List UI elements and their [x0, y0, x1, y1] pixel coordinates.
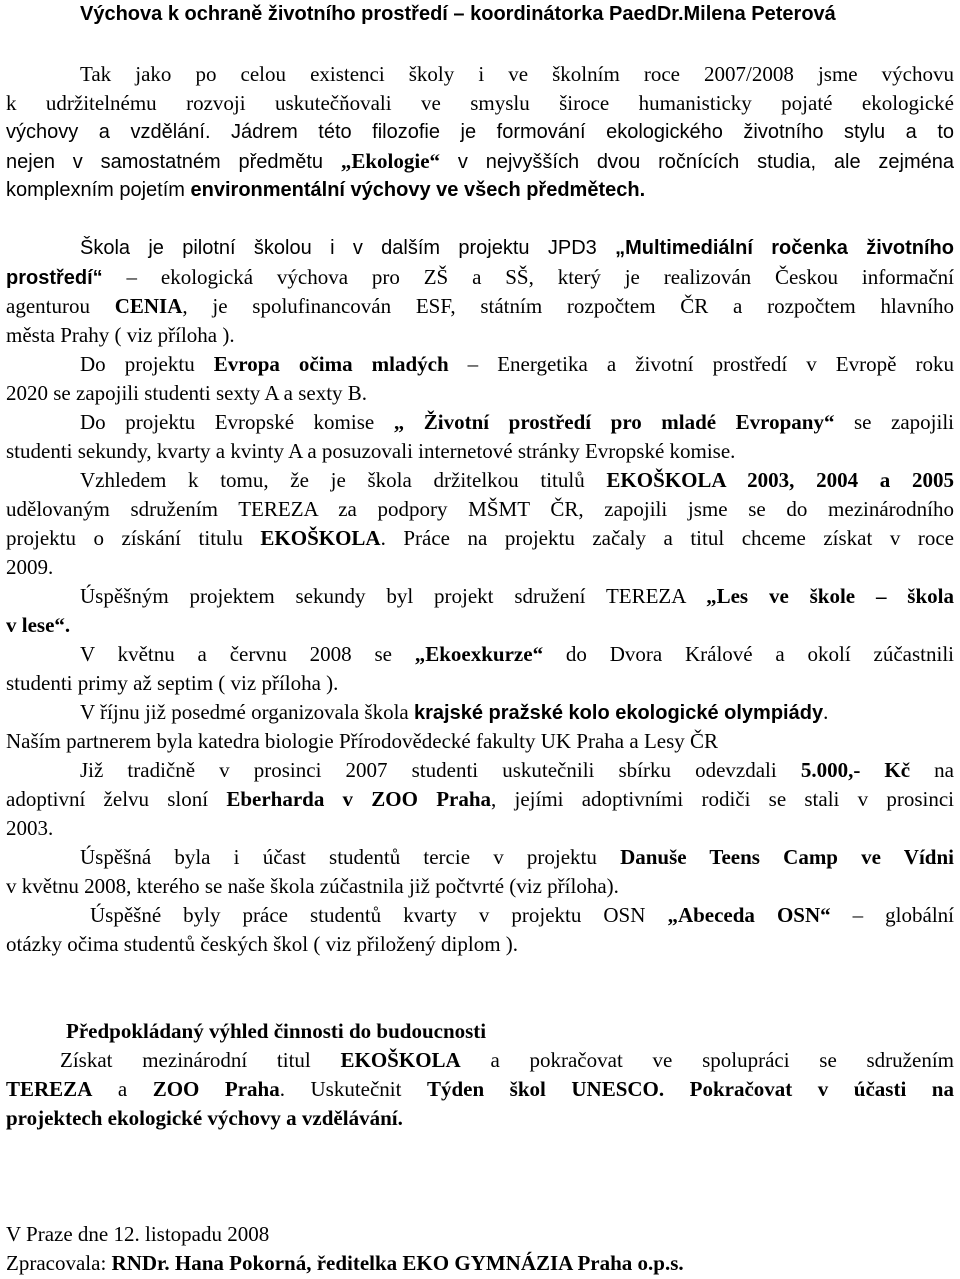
paragraph-1-line-5 [6, 176, 645, 205]
les-ve-skole-title-end: v lese“. [6, 613, 71, 637]
text-span: Jádrem této filozofie je formování ekologického životního stylu a to [231, 121, 954, 143]
text-span: . Uskutečnit [279, 1077, 427, 1101]
text-span: Do projektu [80, 352, 214, 376]
text-span: Vzhledem k tomu, že je škola držitelkou titulů [80, 468, 607, 492]
paragraph-3-line-1 [80, 350, 954, 379]
paragraph-5-line-4: 2009. [6, 555, 54, 579]
amount-emphasis: 5.000,- Kč [800, 758, 911, 782]
outlook-heading [66, 1017, 486, 1046]
paragraph-1-line-4 [6, 147, 954, 177]
paragraph-5-line-1 [80, 466, 954, 495]
text-span: V říjnu již posedmé organizovala škola [80, 700, 414, 724]
paragraph-9-line-2 [6, 785, 954, 814]
text-span: a pokračovat ve spolupráci se sdružením [460, 1048, 954, 1072]
paragraph-2-line-3 [6, 292, 954, 321]
commission-project-title: „ Životní prostředí pro mladé Evropany“ [393, 410, 835, 434]
text-span: – globální [830, 903, 955, 927]
paragraph-3-line-2: 2020 se zapojili studenti sexty A a sexty B. [6, 381, 368, 405]
text-span: Úspěšná byla i účast studentů tercie v projektu [80, 845, 621, 869]
paragraph-5-line-3 [6, 524, 954, 553]
text-span: V květnu a červnu 2008 se [80, 642, 415, 666]
text-span: Škola je pilotní školou i v dalším projektu JPD3 [80, 237, 616, 259]
paragraph-4-line-2: studenti sekundy, kvarty a kvinty A a posuzovali internetové stránky Evropské komise. [6, 439, 736, 463]
cenia-emphasis: CENIA [114, 294, 183, 318]
text-span: adoptivní želvu sloní [6, 787, 227, 811]
paragraph-2-line-2 [6, 263, 954, 293]
paragraph-8-line-2: Naším partnerem byla katedra biologie Přírodovědecké fakulty UK Praha a Lesy ČR [6, 729, 719, 753]
europe-project-title: Evropa očima mladých [213, 352, 449, 376]
text-span: – Energetika a životní prostředí v Evropě roku [448, 352, 954, 376]
text-span: projektu o získání titulu [6, 526, 261, 550]
ekoskola-outlook-emphasis: EKOŠKOLA [340, 1048, 461, 1072]
unesco-emphasis: Týden škol UNESCO. Pokračovat v účasti na [426, 1077, 954, 1101]
text-span: do Dvora Králové a okolí zúčastnili [543, 642, 955, 666]
text-span: v nejvyšších dvou ročnících studia, ale zejména [440, 151, 954, 173]
paragraph-1-line-3 [6, 118, 954, 147]
paragraph-4-line-1 [80, 408, 954, 437]
text-span: komplexním pojetím [6, 179, 191, 201]
paragraph-10-line-2: v květnu 2008, kterého se naše škola zúčastnila již počtvrté (viz příloha). [6, 874, 619, 898]
paragraph-7-line-2: studenti primy až septim ( viz příloha ). [6, 671, 339, 695]
outlook-line-3-text: projektech ekologické výchovy a vzdělávání. [6, 1106, 403, 1130]
text-span: , jejími adoptivními rodiči se stali v prosinci [491, 787, 954, 811]
text-span: Úspěšným projektem sekundy byl projekt sdružení TEREZA [80, 584, 707, 608]
outlook-line-1 [60, 1046, 954, 1075]
tereza-emphasis: TEREZA [6, 1077, 93, 1101]
ekoskola-years: EKOŠKOLA 2003, 2004 a 2005 [606, 468, 954, 492]
paragraph-9-line-3: 2003. [6, 816, 54, 840]
abeceda-emphasis: „Abeceda OSN“ [667, 903, 831, 927]
paragraph-1-line-2: k udržitelnému rozvoji uskutečňovali ve smyslu široce humanisticky pojaté ekologické [6, 91, 954, 115]
paragraph-6-line-2 [6, 611, 70, 640]
paragraph-11-line-1 [90, 901, 954, 930]
ekologie-emphasis: „Ekologie“ [340, 149, 441, 173]
text-span: se zapojili [834, 410, 954, 434]
environmental-emphasis: environmentální výchovy ve všech předmětech. [190, 179, 646, 201]
author-label: Zpracovala: [6, 1251, 112, 1275]
paragraph-9-line-1 [80, 756, 954, 785]
text-span: , je spolufinancován ESF, státním rozpočtem ČR a rozpočtem hlavního [182, 294, 954, 318]
paragraph-5-line-2: udělovaným sdružením TEREZA za podpory MŠMT ČR, zapojili jsme se do mezinárodního [6, 497, 954, 521]
text-span: . [823, 700, 829, 724]
outlook-heading-text: Předpokládaný výhled činnosti do budoucnosti [66, 1019, 487, 1043]
document-header: Výchova k ochraně životního prostředí – koordinátorka PaedDr.Milena Peterová [80, 3, 836, 25]
paragraph-8-line-1 [80, 698, 828, 728]
text-span: Úspěšné byly práce studentů kvarty v projektu OSN [90, 903, 668, 927]
project-title: „Multimediální ročenka životního [615, 237, 954, 259]
camp-emphasis: Danuše Teens Camp ve Vídni [620, 845, 954, 869]
text-span: agenturou [6, 294, 115, 318]
text-span: Do projektu Evropské komise [80, 410, 394, 434]
paragraph-7-line-1 [80, 640, 954, 669]
paragraph-2-line-1 [80, 234, 954, 263]
outlook-line-2 [6, 1075, 954, 1104]
project-title-end: prostředí“ [6, 267, 103, 289]
text-span: . Práce na projektu začaly a titul chceme získat v roce [380, 526, 954, 550]
author-name: RNDr. Hana Pokorná, ředitelka EKO GYMNÁZIA Praha o.p.s. [111, 1251, 684, 1275]
outlook-line-3 [6, 1104, 403, 1133]
ekoexkurze-emphasis: „Ekoexkurze“ [414, 642, 544, 666]
les-ve-skole-title: „Les ve škole – škola [706, 584, 954, 608]
text-span: – ekologická výchova pro ZŠ a SŠ, který je realizován Českou informační [102, 265, 954, 289]
text-span: nejen v samostatném předmětu [6, 151, 341, 173]
zoo-outlook-emphasis: ZOO Praha [152, 1077, 280, 1101]
text-span: na [910, 758, 955, 782]
ekoskola-emphasis: EKOŠKOLA [260, 526, 381, 550]
paragraph-2-line-4: města Prahy ( viz příloha ). [6, 323, 235, 347]
text-span: a [92, 1077, 153, 1101]
text-span: výchovy a vzdělání. [6, 121, 211, 143]
text-span: Již tradičně v prosinci 2007 studenti uskutečnili sbírku odevzdali [80, 758, 801, 782]
olympiad-emphasis: krajské pražské kolo ekologické olympiády [413, 702, 824, 724]
footer-author-line [6, 1249, 684, 1278]
footer-date: V Praze dne 12. listopadu 2008 [6, 1222, 270, 1246]
paragraph-10-line-1 [80, 843, 954, 872]
paragraph-6-line-1 [80, 582, 954, 611]
text-span: Získat mezinárodní titul [60, 1048, 341, 1072]
zoo-emphasis: Eberharda v ZOO Praha [226, 787, 492, 811]
paragraph-1-line-1: Tak jako po celou existenci školy i ve školním roce 2007/2008 jsme výchovu [80, 62, 954, 86]
paragraph-11-line-2: otázky očima studentů českých škol ( viz přiložený diplom ). [6, 932, 519, 956]
